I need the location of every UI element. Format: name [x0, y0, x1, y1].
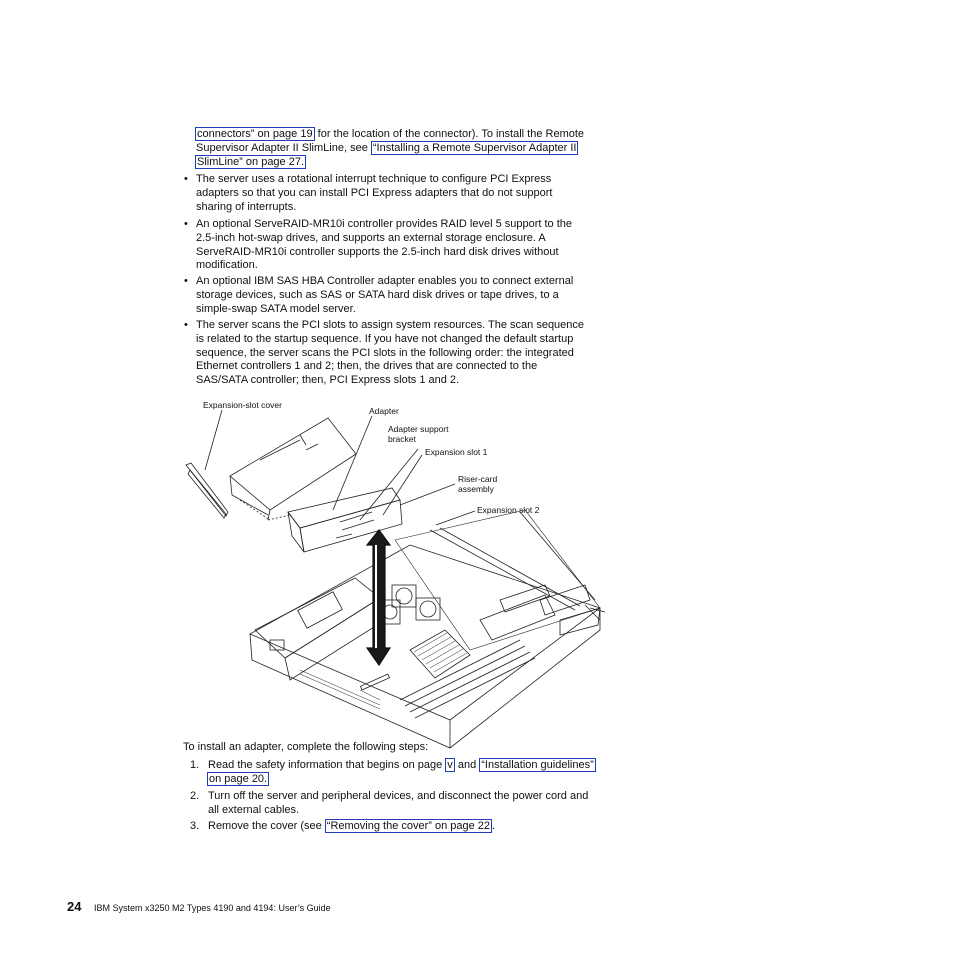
bullet-marker: •: [184, 275, 188, 287]
label-adapter-support-1: Adapter support: [388, 424, 449, 434]
step-1-text: Read the safety information that begins on page: [208, 759, 446, 771]
bullet-item-4-line-2: is related to the startup sequence. If you have not changed the default startup: [196, 333, 574, 345]
bullet-item-3-line-2: storage devices, such as SAS or SATA hard disk drives or tape drives, to a: [196, 289, 559, 301]
bullet-item-1-line-3: sharing of interrupts.: [196, 201, 297, 213]
step-2-number: 2.: [190, 790, 200, 802]
bullet-item-3-line-3: simple-swap SATA model server.: [196, 303, 356, 315]
rsa-slimline-link-part2[interactable]: SlimLine” on page 27.: [197, 156, 305, 168]
step-2-line-2: all external cables.: [208, 804, 300, 816]
label-expansion-slot-cover: Expansion-slot cover: [203, 400, 282, 410]
page-number: 24: [67, 899, 82, 914]
bullet-item-2-line-2: 2.5-inch hot-swap drives, and supports an external storage enclosure. A: [196, 232, 546, 244]
removing-cover-link[interactable]: “Removing the cover” on page 22: [326, 820, 491, 832]
label-riser-card-2: assembly: [458, 484, 494, 494]
step-3-end: .: [492, 820, 496, 832]
steps-intro: To install an adapter, complete the following steps:: [183, 741, 429, 753]
bullet-item-3-line-1: An optional IBM SAS HBA Controller adapter enables you to connect external: [196, 275, 574, 287]
bullet-marker: •: [184, 173, 188, 185]
connectors-link[interactable]: connectors” on page 19: [197, 128, 313, 140]
bullet-item-2-line-4: modification.: [196, 259, 258, 271]
step-1-line-1: [208, 758, 596, 772]
bullet-item-4-line-1: The server scans the PCI slots to assign system resources. The scan sequence: [196, 319, 585, 331]
installation-guidelines-link-part2[interactable]: on page 20.: [209, 773, 268, 785]
rsa-slimline-link-part1[interactable]: “Installing a Remote Supervisor Adapter II: [372, 142, 577, 154]
step-1-and: and: [454, 759, 480, 771]
bullet-marker: •: [184, 319, 188, 331]
bullet-item-2-line-1: An optional ServeRAID-MR10i controller provides RAID level 5 support to the: [196, 218, 573, 230]
label-expansion-slot-1: Expansion slot 1: [425, 447, 488, 457]
bullet-item-4-line-3: sequence, the server scans the PCI slots in the following order: the integrated: [196, 347, 574, 359]
bullet-item-4-line-5: SAS/SATA controller; then, PCI Express slots 1 and 2.: [196, 374, 460, 386]
label-riser-card-1: Riser-card: [458, 474, 498, 484]
bullet-item-4-line-4: Ethernet controllers 1 and 2; then, the drives that are connected to the: [196, 360, 538, 372]
step-3-text: Remove the cover (see: [208, 820, 325, 832]
bullet-item-2-line-3: ServeRAID-MR10i controller supports the 2.5-inch hard disk drives without: [196, 246, 559, 258]
label-adapter: Adapter: [369, 406, 399, 416]
up-down-arrow: [367, 530, 390, 665]
step-2-line-1: Turn off the server and peripheral devices, and disconnect the power cord and: [208, 790, 589, 802]
step-3-line: [208, 819, 495, 833]
step-3-number: 3.: [190, 820, 200, 832]
installation-guidelines-link-part1[interactable]: “Installation guidelines”: [481, 759, 594, 771]
step-1-line-2: [207, 772, 269, 786]
bullet-marker: •: [184, 218, 188, 230]
label-adapter-support-2: bracket: [388, 434, 416, 444]
bullet-item-1-line-2: adapters so that you can install PCI Express adapters that do not support: [196, 187, 553, 199]
step-1-number: 1.: [190, 759, 200, 771]
bullet-item-1-line-1: The server uses a rotational interrupt technique to configure PCI Express: [196, 173, 552, 185]
label-expansion-slot-2: Expansion slot 2: [477, 505, 540, 515]
page-v-link[interactable]: v: [447, 759, 453, 771]
intro-text-2: Supervisor Adapter II SlimLine, see: [196, 142, 371, 154]
intro-text-1: for the location of the connector). To install the Remote: [314, 128, 585, 140]
footer-title: IBM System x3250 M2 Types 4190 and 4194: User’s Guide: [94, 903, 331, 913]
